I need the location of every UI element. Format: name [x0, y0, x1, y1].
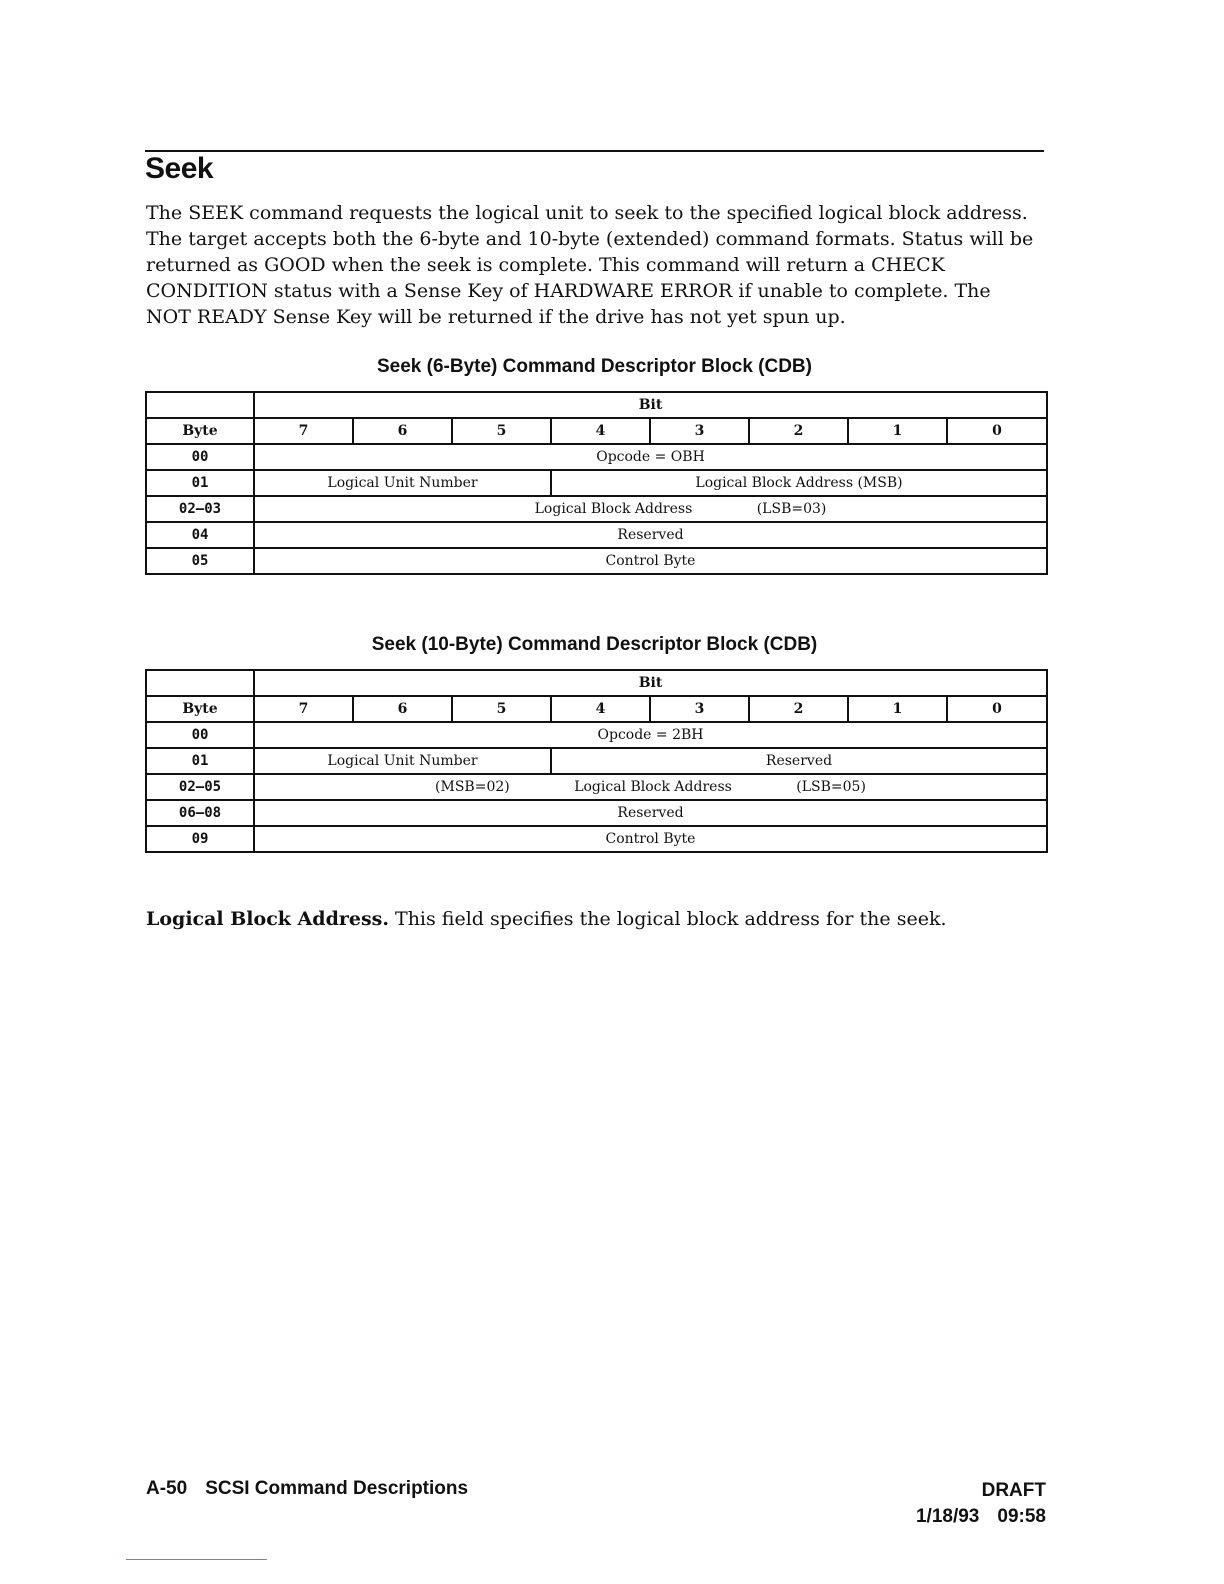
table-row	[146, 548, 1047, 574]
empty-corner-cell	[146, 392, 254, 418]
empty-corner-cell	[146, 670, 254, 696]
byte-number: 05	[146, 548, 254, 574]
bit-number: 1	[848, 418, 947, 444]
table-row	[146, 418, 1047, 444]
table-row	[146, 496, 1047, 522]
field-text: This field specifies the logical block address for the seek.	[395, 908, 947, 930]
field-text: (MSB=02)	[435, 779, 510, 795]
bit-number: 4	[551, 418, 650, 444]
bit-number: 6	[353, 418, 452, 444]
page-footer-right	[916, 1478, 1046, 1530]
field-text: (LSB=03)	[756, 501, 827, 517]
table-row	[146, 826, 1047, 852]
bit-number: 3	[650, 418, 749, 444]
table-row	[146, 800, 1047, 826]
table-row	[146, 670, 1047, 696]
byte-number: 01	[146, 470, 254, 496]
bit-number: 7	[254, 418, 353, 444]
bit-number: 5	[452, 696, 551, 722]
bit-number: 0	[947, 418, 1047, 444]
byte-header: Byte	[146, 696, 254, 722]
byte-number: 04	[146, 522, 254, 548]
field-description	[146, 908, 947, 930]
field-cell	[254, 496, 1047, 522]
table-row	[146, 748, 1047, 774]
byte-number: 01	[146, 748, 254, 774]
bit-header: Bit	[254, 670, 1047, 696]
bit-number: 2	[749, 696, 848, 722]
bit-number: 7	[254, 696, 353, 722]
field-cell: Reserved	[254, 522, 1047, 548]
draft-timestamp	[916, 1504, 1046, 1530]
field-cell: Logical Unit Number	[254, 470, 551, 496]
bit-number: 3	[650, 696, 749, 722]
table-row	[146, 722, 1047, 748]
bit-number: 5	[452, 418, 551, 444]
bit-header: Bit	[254, 392, 1047, 418]
field-text: Logical Block Address	[574, 779, 732, 795]
page-number: A-50	[146, 1478, 188, 1499]
bit-number: 6	[353, 696, 452, 722]
field-cell: Control Byte	[254, 826, 1047, 852]
field-cell: Opcode = 2BH	[254, 722, 1047, 748]
chapter-title: SCSI Command Descriptions	[205, 1478, 469, 1499]
byte-number: 00	[146, 722, 254, 748]
table10-caption: Seek (10-Byte) Command Descriptor Block (CDB)	[371, 634, 818, 655]
field-cell: Reserved	[551, 748, 1047, 774]
draft-date: 1/18/93	[915, 1506, 980, 1527]
table-row	[146, 444, 1047, 470]
draft-time: 09:58	[997, 1506, 1046, 1527]
section-rule	[145, 150, 1044, 152]
page-footer-left	[146, 1478, 486, 1500]
field-cell	[254, 774, 1047, 800]
bit-number: 2	[749, 418, 848, 444]
bottom-link-underline	[126, 1559, 267, 1560]
table-row	[146, 522, 1047, 548]
field-name: Logical Block Address.	[146, 908, 389, 930]
cdb-6-byte-table	[145, 391, 1048, 575]
bit-number: 1	[848, 696, 947, 722]
byte-header: Byte	[146, 418, 254, 444]
byte-number: 06—08	[146, 800, 254, 826]
section-title: Seek	[145, 152, 214, 185]
bit-number: 0	[947, 696, 1047, 722]
field-cell: Opcode = OBH	[254, 444, 1047, 470]
field-cell: Reserved	[254, 800, 1047, 826]
byte-number: 00	[146, 444, 254, 470]
field-text: (LSB=05)	[796, 779, 866, 795]
table-row	[146, 470, 1047, 496]
table-row	[146, 774, 1047, 800]
field-cell: Logical Unit Number	[254, 748, 551, 774]
bit-number: 4	[551, 696, 650, 722]
draft-label: DRAFT	[981, 1480, 1046, 1501]
byte-number: 02—03	[146, 496, 254, 522]
table6-caption: Seek (6-Byte) Command Descriptor Block (CDB)	[377, 356, 812, 377]
field-cell: Control Byte	[254, 548, 1047, 574]
table-row	[146, 696, 1047, 722]
byte-number: 02—05	[146, 774, 254, 800]
table-row	[146, 392, 1047, 418]
field-cell: Logical Block Address (MSB)	[551, 470, 1047, 496]
byte-number: 09	[146, 826, 254, 852]
intro-paragraph: The SEEK command requests the logical unit to seek to the specified logical block address. The target accepts both the 6-byte and 10-byte (extended) command formats. Status will be returned as GOOD when the seek is complete. This command will return a CHECK CONDITION status with a Sense Key of HARDWARE ERROR if unable to complete. The NOT READY Sense Key will be returned if the drive has not yet spun up.	[146, 202, 1034, 328]
field-text: Logical Block Address	[534, 501, 693, 517]
cdb-10-byte-table	[145, 669, 1048, 853]
